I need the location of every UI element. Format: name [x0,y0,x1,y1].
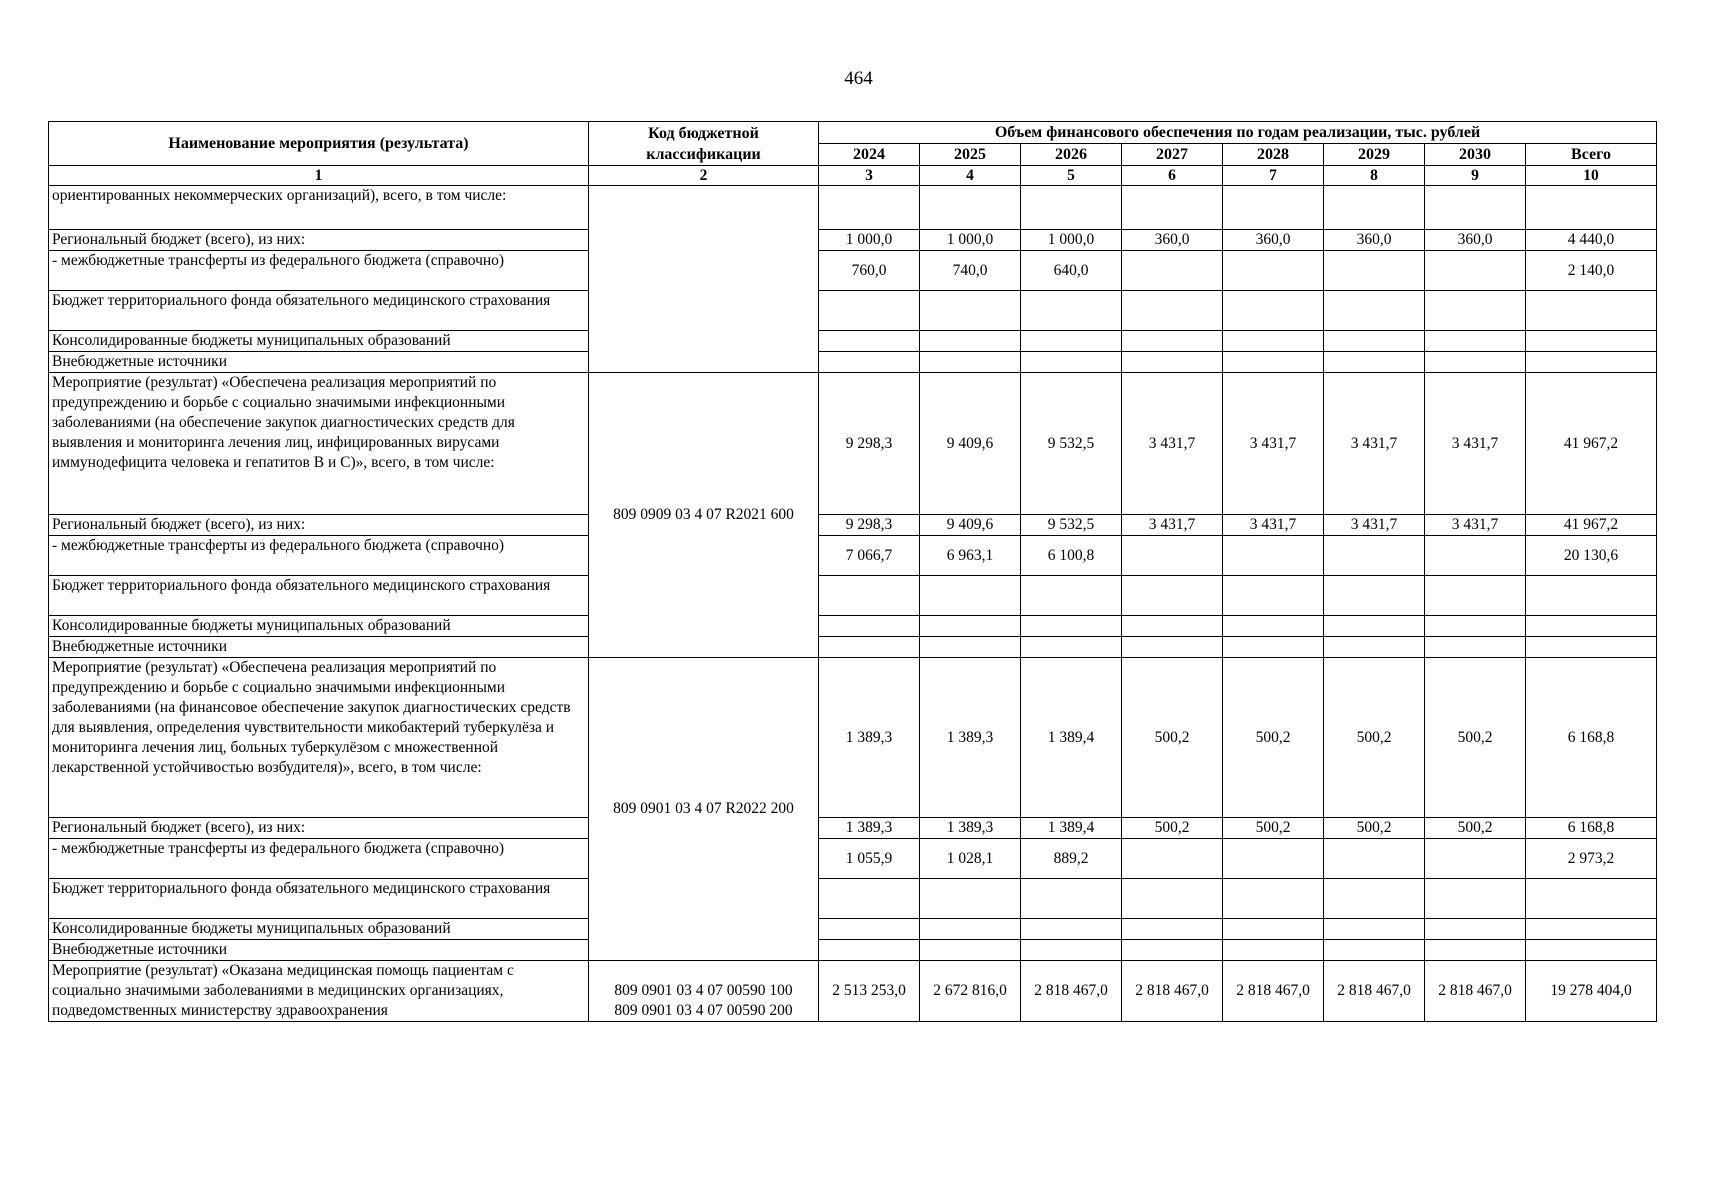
column-number: 1 [49,166,589,186]
budget-code: 809 0901 03 4 07 00590 100 [614,982,793,999]
year-value [1324,940,1425,961]
year-value: 500,2 [1122,658,1223,818]
year-value [1324,616,1425,637]
year-value [1425,940,1526,961]
year-value [1021,637,1122,658]
year-value [1425,879,1526,919]
year-value [1324,879,1425,919]
total-value [1526,186,1657,230]
row-name: ориентированных некоммерческих организаций), всего, в том числе: [49,186,589,230]
year-value [819,616,920,637]
total-value: 2 973,2 [1526,839,1657,879]
year-value: 360,0 [1223,230,1324,251]
row-name: Мероприятие (результат) «Обеспечена реализация мероприятий по предупреждению и борьбе с социально значимыми инфекционными заболеваниями (на обеспечение закупок диагностических средств для выявления и мониторинга лечения лиц, инфицированных вирусами иммунодефицита человека и гепатитов В и С)», всего, в том числе: [49,373,589,515]
total-value [1526,291,1657,331]
row-name: Региональный бюджет (всего), из них: [49,515,589,536]
year-value [1223,637,1324,658]
year-value [920,331,1021,352]
table-row [49,536,1657,576]
budget-code-cell [589,373,819,658]
year-value: 1 389,4 [1021,818,1122,839]
year-value [1122,879,1223,919]
year-value: 2 818 467,0 [1223,961,1324,1022]
year-value [920,291,1021,331]
year-value [1425,576,1526,616]
year-value [920,616,1021,637]
year-value [1425,331,1526,352]
total-value: 2 140,0 [1526,251,1657,291]
year-value [819,879,920,919]
year-value: 3 431,7 [1425,515,1526,536]
year-value: 740,0 [920,251,1021,291]
row-name: Внебюджетные источники [49,352,589,373]
year-value [1122,919,1223,940]
total-value: 20 130,6 [1526,536,1657,576]
row-name: Бюджет территориального фонда обязательного медицинского страхования [49,291,589,331]
year-value: 9 298,3 [819,373,920,515]
table-row [49,658,1657,818]
table-body [49,186,1657,1022]
column-number: 2 [589,166,819,186]
finance-table [48,121,1657,1022]
year-value [1425,291,1526,331]
year-value [920,919,1021,940]
year-value: 500,2 [1223,658,1324,818]
year-value [1425,352,1526,373]
table-row [49,637,1657,658]
table-row [49,576,1657,616]
year-value [1223,251,1324,291]
total-value: 41 967,2 [1526,515,1657,536]
year-value [1122,352,1223,373]
year-value: 3 431,7 [1122,515,1223,536]
budget-code: 809 0901 03 4 07 R2022 200 [613,800,794,817]
year-value: 6 963,1 [920,536,1021,576]
year-value: 9 409,6 [920,515,1021,536]
year-value: 1 389,3 [819,818,920,839]
year-value [819,186,920,230]
year-value [1021,879,1122,919]
year-value [819,352,920,373]
total-value: 6 168,8 [1526,658,1657,818]
year-value: 1 389,3 [920,818,1021,839]
year-value [1223,186,1324,230]
year-value [1122,331,1223,352]
table-row [49,230,1657,251]
year-value: 500,2 [1122,818,1223,839]
budget-code-cell [589,186,819,373]
year-value [1425,186,1526,230]
year-value [1122,536,1223,576]
total-value: 41 967,2 [1526,373,1657,515]
column-number: 5 [1021,166,1122,186]
header-year: 2029 [1324,144,1425,166]
row-name: - межбюджетные трансферты из федерального бюджета (справочно) [49,251,589,291]
year-value [920,637,1021,658]
year-value: 1 389,3 [819,658,920,818]
row-name: Внебюджетные источники [49,940,589,961]
year-value [1425,616,1526,637]
year-value [1122,251,1223,291]
budget-code-cell [589,961,819,1022]
year-value [1324,919,1425,940]
column-number: 10 [1526,166,1657,186]
total-value [1526,919,1657,940]
year-value: 3 431,7 [1324,515,1425,536]
year-value [1324,637,1425,658]
year-value: 2 513 253,0 [819,961,920,1022]
year-value: 7 066,7 [819,536,920,576]
year-value [819,637,920,658]
year-value: 3 431,7 [1324,373,1425,515]
total-value [1526,616,1657,637]
year-value: 640,0 [1021,251,1122,291]
year-value: 500,2 [1223,818,1324,839]
year-value: 500,2 [1425,658,1526,818]
total-value: 6 168,8 [1526,818,1657,839]
year-value [920,186,1021,230]
year-value [1425,637,1526,658]
table-row [49,879,1657,919]
budget-code: 809 0901 03 4 07 00590 200 [614,1002,793,1019]
year-value: 360,0 [1324,230,1425,251]
year-value [1223,352,1324,373]
year-value [1324,839,1425,879]
year-value: 1 389,4 [1021,658,1122,818]
year-value [1122,940,1223,961]
column-number: 6 [1122,166,1223,186]
table-row [49,515,1657,536]
column-number: 3 [819,166,920,186]
total-value [1526,879,1657,919]
header-volume: Объем финансового обеспечения по годам реализации, тыс. рублей [819,122,1657,144]
table-row [49,373,1657,515]
row-name: Региональный бюджет (всего), из них: [49,230,589,251]
year-value [1122,291,1223,331]
year-value: 1 000,0 [920,230,1021,251]
total-value [1526,576,1657,616]
year-value [1021,616,1122,637]
header-year: 2028 [1223,144,1324,166]
row-name: Мероприятие (результат) «Обеспечена реализация мероприятий по предупреждению и борьбе с социально значимыми инфекционными заболеваниями (на финансовое обеспечение закупок диагностических средств для выявления, определения чувствительности микобактерий туберкулёза и мониторинга лечения лиц, больных туберкулёзом с множественной лекарственной устойчивостью возбудителя)», всего, в том числе: [49,658,589,818]
header-total: Всего [1526,144,1657,166]
year-value [1122,637,1223,658]
table-row [49,251,1657,291]
year-value [1223,536,1324,576]
row-name: - межбюджетные трансферты из федерального бюджета (справочно) [49,839,589,879]
year-value [1021,331,1122,352]
budget-code-cell [589,658,819,961]
year-value [1122,576,1223,616]
year-value: 500,2 [1324,818,1425,839]
year-value [1425,919,1526,940]
year-value [1324,251,1425,291]
header-year: 2026 [1021,144,1122,166]
year-value: 2 818 467,0 [1021,961,1122,1022]
column-number: 9 [1425,166,1526,186]
total-value: 4 440,0 [1526,230,1657,251]
year-value [1324,331,1425,352]
table-row [49,186,1657,230]
year-value [1324,536,1425,576]
year-value: 1 000,0 [1021,230,1122,251]
year-value [819,919,920,940]
year-value: 6 100,8 [1021,536,1122,576]
year-value: 1 055,9 [819,839,920,879]
header-name: Наименование мероприятия (результата) [49,122,589,166]
year-value: 3 431,7 [1223,515,1324,536]
year-value [1223,940,1324,961]
year-value: 2 818 467,0 [1324,961,1425,1022]
header-year: 2025 [920,144,1021,166]
year-value [819,576,920,616]
year-value: 2 818 467,0 [1122,961,1223,1022]
year-value [819,331,920,352]
year-value: 9 532,5 [1021,515,1122,536]
finance-table-container [48,121,1656,1022]
year-value [1122,186,1223,230]
year-value [1223,839,1324,879]
year-value [1223,919,1324,940]
year-value: 500,2 [1324,658,1425,818]
table-row [49,940,1657,961]
total-value [1526,352,1657,373]
year-value [920,576,1021,616]
row-name: Консолидированные бюджеты муниципальных образований [49,616,589,637]
year-value [1223,616,1324,637]
row-name: Бюджет территориального фонда обязательного медицинского страхования [49,879,589,919]
row-name: Внебюджетные источники [49,637,589,658]
year-value [1021,291,1122,331]
year-value [920,879,1021,919]
year-value [1021,940,1122,961]
year-value [1223,291,1324,331]
year-value [1425,536,1526,576]
year-value: 9 298,3 [819,515,920,536]
year-value: 3 431,7 [1425,373,1526,515]
table-row [49,919,1657,940]
year-value [1324,186,1425,230]
header-year: 2027 [1122,144,1223,166]
year-value: 9 409,6 [920,373,1021,515]
year-value [920,352,1021,373]
year-value: 3 431,7 [1223,373,1324,515]
year-value: 1 000,0 [819,230,920,251]
header-year: 2024 [819,144,920,166]
year-value [819,291,920,331]
row-name: Мероприятие (результат) «Оказана медицинская помощь пациентам с социально значимыми заболеваниями в медицинских организациях, подведомственных министерству здравоохранения [49,961,589,1022]
header-code: Код бюджетной классификации [589,122,819,166]
row-name: Консолидированные бюджеты муниципальных образований [49,919,589,940]
page-number: 464 [844,68,873,89]
table-row [49,291,1657,331]
year-value [1021,576,1122,616]
year-value [1425,251,1526,291]
year-value [1324,576,1425,616]
year-value [920,940,1021,961]
table-row [49,961,1657,1022]
column-number: 7 [1223,166,1324,186]
year-value: 2 672 816,0 [920,961,1021,1022]
table-row [49,331,1657,352]
total-value: 19 278 404,0 [1526,961,1657,1022]
year-value [1223,576,1324,616]
year-value [1223,879,1324,919]
year-value [819,940,920,961]
header-year: 2030 [1425,144,1526,166]
row-name: Бюджет территориального фонда обязательного медицинского страхования [49,576,589,616]
year-value: 360,0 [1425,230,1526,251]
row-name: Консолидированные бюджеты муниципальных образований [49,331,589,352]
year-value [1324,291,1425,331]
table-row [49,352,1657,373]
year-value [1021,352,1122,373]
budget-code: 809 0909 03 4 07 R2021 600 [613,506,794,523]
table-row [49,616,1657,637]
year-value [1122,616,1223,637]
year-value: 1 028,1 [920,839,1021,879]
column-number: 8 [1324,166,1425,186]
total-value [1526,331,1657,352]
year-value [1324,352,1425,373]
row-name: - межбюджетные трансферты из федерального бюджета (справочно) [49,536,589,576]
table-row [49,839,1657,879]
total-value [1526,940,1657,961]
column-number: 4 [920,166,1021,186]
year-value: 9 532,5 [1021,373,1122,515]
year-value: 500,2 [1425,818,1526,839]
year-value: 2 818 467,0 [1425,961,1526,1022]
year-value [1122,839,1223,879]
table-row [49,818,1657,839]
year-value: 360,0 [1122,230,1223,251]
year-value [1223,331,1324,352]
year-value: 889,2 [1021,839,1122,879]
total-value [1526,637,1657,658]
year-value: 760,0 [819,251,920,291]
year-value [1425,839,1526,879]
year-value [1021,186,1122,230]
row-name: Региональный бюджет (всего), из них: [49,818,589,839]
year-value: 3 431,7 [1122,373,1223,515]
year-value: 1 389,3 [920,658,1021,818]
year-value [1021,919,1122,940]
